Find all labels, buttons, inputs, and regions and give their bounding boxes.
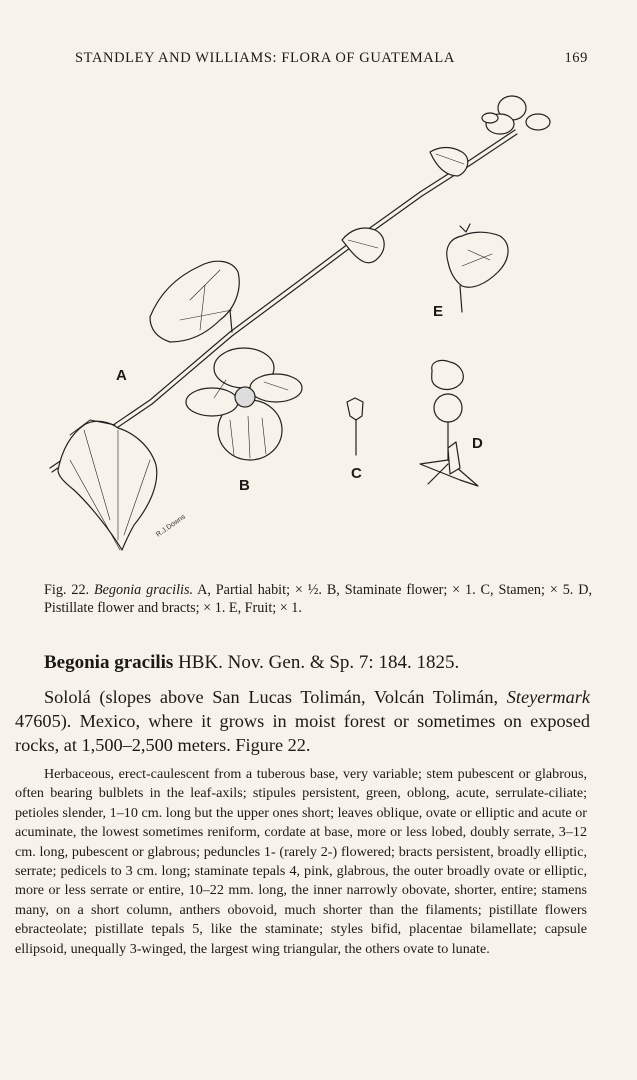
locality-text-2: 47605). Mexico, where it grows in moist forest or sometimes on exposed rocks, at 1,500–2,500 meters. Figure 22.	[15, 711, 590, 755]
label-a: A	[116, 367, 127, 384]
caption-species: Begonia gracilis.	[93, 582, 194, 598]
description-text: Herbaceous, erect-caulescent from a tuberous base, very variable; stem pubescent or glabrous, often bearing bulblets in the leaf-axils; stipules persistent, green, oblong, acute, serrulate-ciliate; petioles slender, 1–10 cm. long but the upper ones short; leaves oblique, ovate or elliptic and acute or acuminate, the lowest sometimes reniform, cordate at base, more or less lobed, doubly serrate, 3–12 cm. long, pubescent or glabrous; peduncles 1- (rarely 2-) flowered; bracts persistent, broadly elliptic, serrate; pedicels to 3 cm. long; staminate tepals 4, pink, glabrous, the outer broadly ovate or elliptic, more or less serrate or entire, 10–22 mm. long, the inner narrowly obovate, shorter, entire; stamens many, on a short column, anthers obovoid, much shorter than the filaments; pistillate flowers ebracteolate; pistillate tepals 5, like the staminate; styles bifid, placentae bilamellate; capsule ellipsoid, unequally 3-winged, the largest wing triangular, the others ovate to lunate.	[15, 766, 587, 957]
label-d: D	[472, 435, 483, 452]
partial-habit-drawing	[50, 96, 550, 550]
botanical-illustration	[0, 80, 637, 570]
figure-caption	[44, 581, 592, 617]
fruit-drawing	[447, 224, 508, 312]
label-b: B	[239, 477, 250, 494]
artist-signature: R.J.Downs	[155, 513, 187, 539]
species-heading	[44, 652, 592, 674]
species-name: Begonia gracilis	[44, 652, 174, 673]
collector-name: Steyermark	[506, 687, 590, 707]
caption-text: A, Partial habit; × ½. B, Staminate flower; × 1. C, Stamen; × 5. D, Pistillate flower and bracts; × 1. E, Fruit; × 1.	[44, 582, 592, 616]
caption-fig-number: Fig. 22.	[44, 582, 90, 598]
running-title: STANDLEY AND WILLIAMS: FLORA OF GUATEMALA	[75, 50, 455, 66]
species-citation: HBK. Nov. Gen. & Sp. 7: 184. 1825.	[178, 652, 460, 673]
locality-paragraph	[15, 685, 590, 757]
description-paragraph	[15, 765, 587, 959]
locality-text-1: Sololá (slopes above San Lucas Tolimán, Volcán Tolimán,	[44, 687, 507, 707]
pistillate-flower-drawing	[420, 360, 478, 486]
stamen-drawing	[347, 398, 363, 455]
page-number: 169	[564, 50, 588, 66]
staminate-flower-drawing	[186, 348, 302, 460]
label-c: C	[351, 465, 362, 482]
label-e: E	[433, 303, 444, 320]
